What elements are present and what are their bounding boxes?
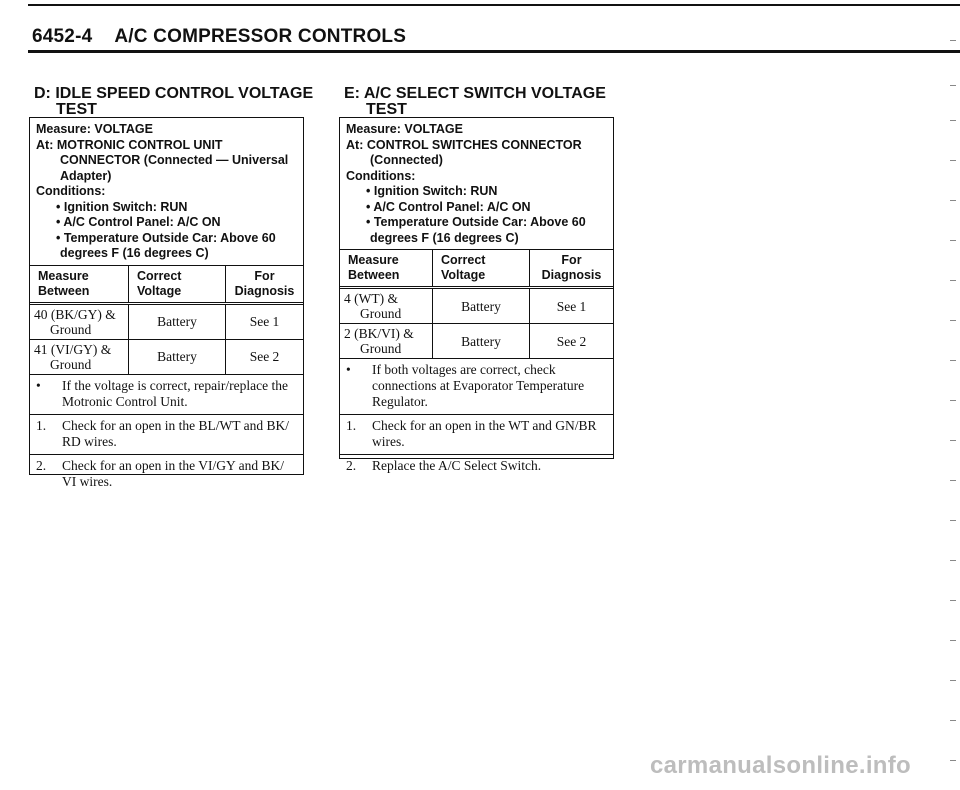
note-step-2 (340, 455, 613, 478)
at-line: At: MOTRONIC CONTROL UNIT (36, 137, 223, 152)
pin-cell: 4 (WT) & Ground (340, 288, 433, 324)
voltage-cell: Battery (129, 339, 226, 374)
section-e-title (344, 86, 606, 118)
voltage-cell: Battery (433, 288, 530, 324)
col-for-diagnosis: For Diagnosis (530, 250, 614, 288)
voltage-cell: Battery (433, 324, 530, 359)
note-step-1 (340, 415, 613, 455)
page-header (32, 26, 406, 48)
col-correct-voltage: Correct Voltage (129, 266, 226, 304)
conditions-label: Conditions: (346, 168, 416, 183)
step-number: 2. (346, 458, 357, 473)
section-d-spec (30, 118, 303, 266)
table-row (340, 288, 613, 324)
note-text: If both voltages are correct, check connections at Evaporator Temperature Regulator. (372, 362, 585, 409)
pin-cell: 41 (VI/GY) & Ground (30, 339, 129, 374)
page-title: A/C COMPRESSOR CONTROLS (114, 26, 407, 47)
section-e-spec (340, 118, 613, 250)
pin-cell: 40 (BK/GY) & Ground (30, 303, 129, 339)
step-number: 1. (346, 418, 357, 433)
measure-line: Measure: VOLTAGE (36, 122, 153, 136)
section-d-title (34, 86, 313, 118)
col-measure-between: Measure Between (340, 250, 433, 288)
note-bullet (340, 359, 613, 415)
table-row (30, 303, 303, 339)
step-number: 2. (36, 457, 47, 473)
condition-item-cont: degrees F (16 degrees C) (60, 246, 209, 260)
bullet-mark: • (36, 377, 41, 393)
condition-item: • Temperature Outside Car: Above 60 (366, 215, 586, 229)
at-line-2: CONNECTOR (Connected — Universal (60, 153, 289, 167)
section-d-panel (29, 117, 304, 489)
note-text: If the voltage is correct, repair/replace the Motronic Control Unit. (62, 377, 288, 409)
note-bullet (30, 375, 303, 415)
condition-item-cont: degrees F (16 degrees C) (370, 230, 519, 245)
section-e-heading: E: A/C SELECT SWITCH VOLTAGE (344, 85, 606, 102)
section-d-heading: D: IDLE SPEED CONTROL VOLTAGE (34, 85, 314, 102)
voltage-cell: Battery (129, 303, 226, 339)
col-correct-voltage: Correct Voltage (433, 250, 530, 288)
section-e-subheading: TEST (366, 101, 407, 118)
note-text: Replace the A/C Select Switch. (372, 458, 542, 473)
table-row (340, 324, 613, 359)
note-text: Check for an open in the BL/WT and BK/ RD wires. (62, 417, 289, 449)
section-d-table (30, 266, 303, 375)
page-code: 6452-4 (32, 26, 93, 47)
measure-line: Measure: VOLTAGE (346, 122, 463, 136)
condition-item: • A/C Control Panel: A/C ON (366, 199, 531, 214)
diagnosis-cell: See 2 (226, 339, 304, 374)
condition-item: • Ignition Switch: RUN (366, 184, 498, 198)
bullet-mark: • (346, 362, 351, 377)
diagnosis-cell: See 1 (226, 303, 304, 339)
col-for-diagnosis: For Diagnosis (226, 266, 304, 304)
note-text: Check for an open in the WT and GN/BR wires. (372, 418, 597, 449)
col-measure-between: Measure Between (30, 266, 129, 304)
pin-cell: 2 (BK/VI) & Ground (340, 324, 433, 359)
scan-edge-marks (950, 30, 960, 790)
diagnosis-cell: See 1 (530, 288, 614, 324)
at-line: At: CONTROL SWITCHES CONNECTOR (346, 137, 582, 152)
diagnosis-cell: See 2 (530, 324, 614, 359)
step-number: 1. (36, 417, 47, 433)
conditions-label: Conditions: (36, 184, 106, 198)
at-line-3: Adapter) (60, 168, 112, 183)
condition-item: • Temperature Outside Car: Above 60 (56, 230, 276, 245)
note-text: Check for an open in the VI/GY and BK/ VI wires. (62, 457, 284, 489)
section-d-subheading: TEST (56, 101, 97, 118)
section-e-table (340, 250, 613, 359)
condition-item: • Ignition Switch: RUN (56, 199, 188, 214)
section-e-panel (339, 117, 614, 473)
note-step-2 (30, 455, 303, 494)
note-step-1 (30, 415, 303, 455)
watermark: carmanualsonline.info (650, 752, 912, 779)
header-rule (28, 50, 960, 53)
header-top-rule (28, 4, 960, 6)
table-row (30, 339, 303, 374)
at-line-2: (Connected) (370, 153, 443, 167)
condition-item: • A/C Control Panel: A/C ON (56, 215, 221, 229)
